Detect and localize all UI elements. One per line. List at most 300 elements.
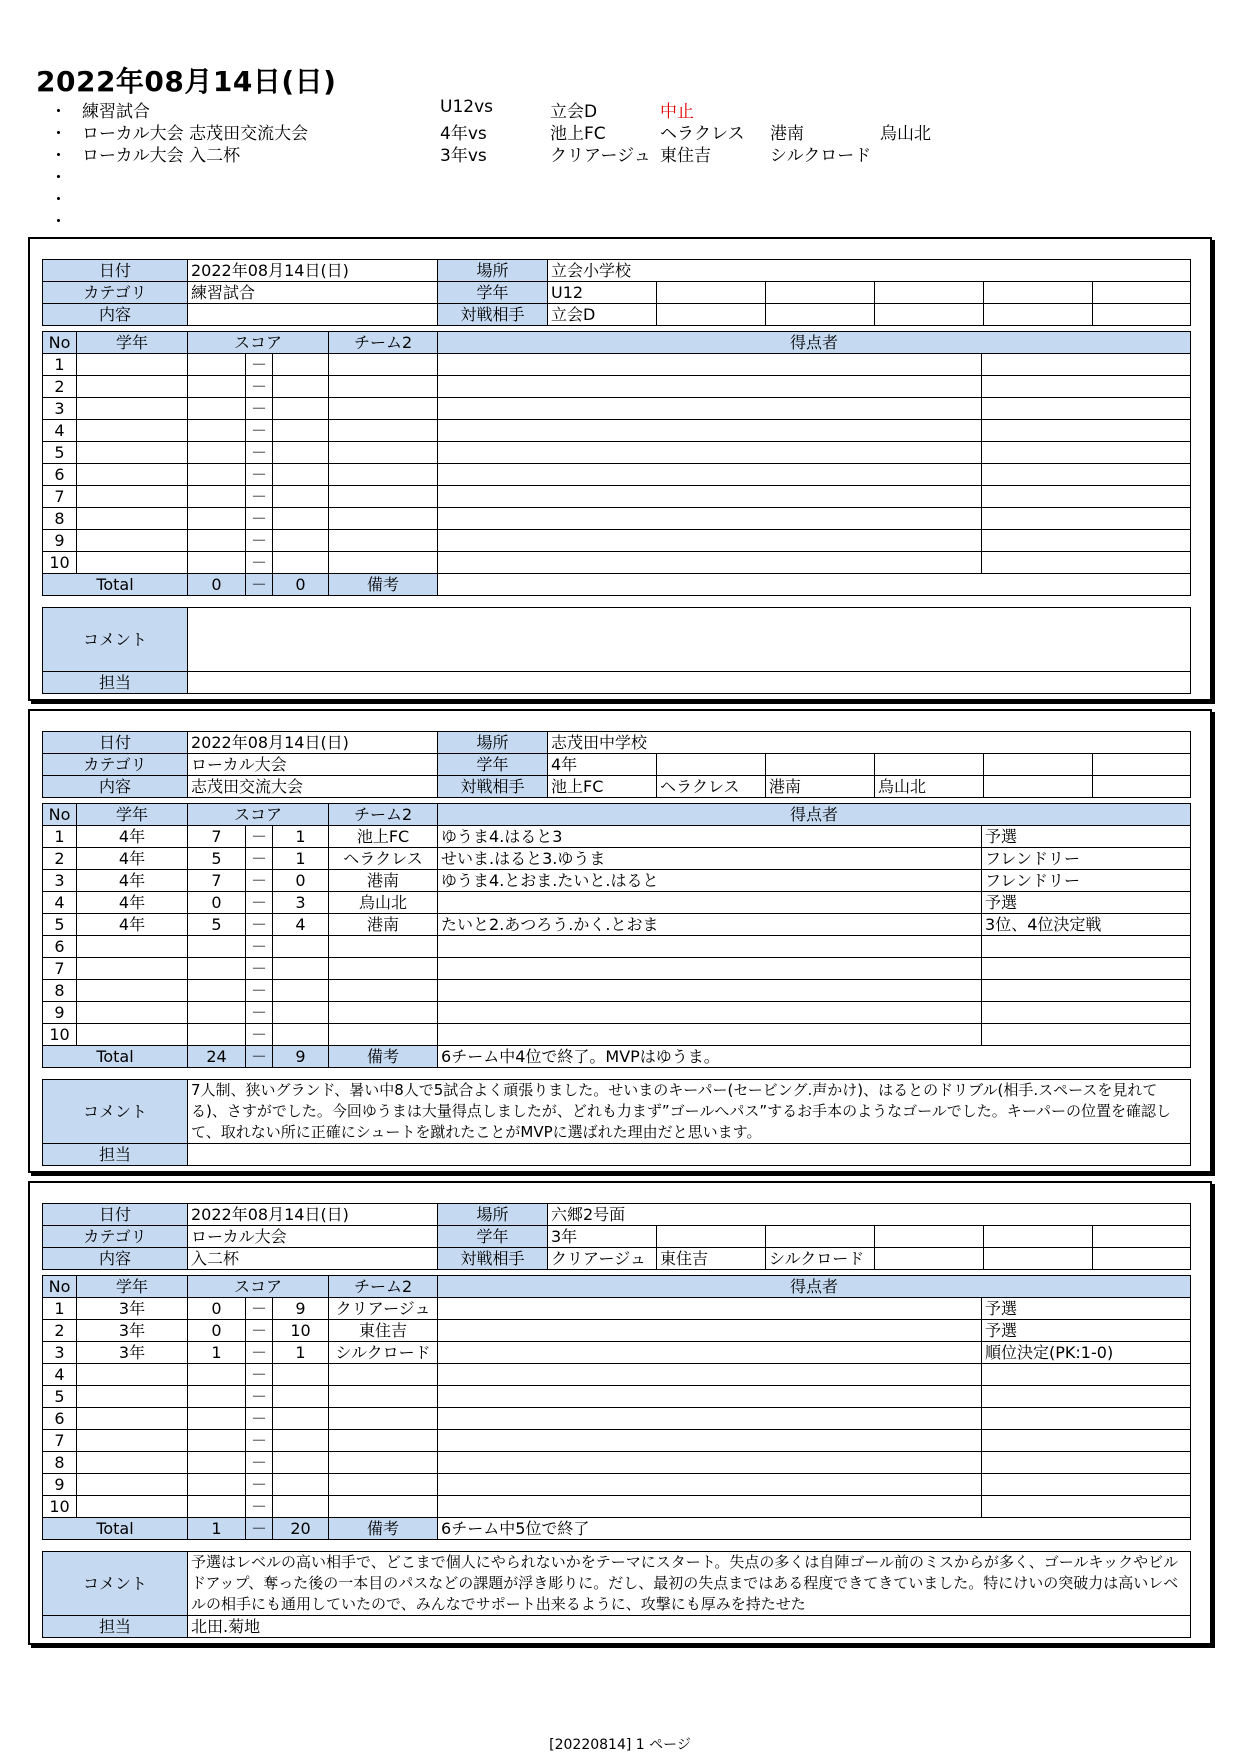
header-team2: チーム2 (329, 332, 438, 354)
date-label: 日付 (43, 1204, 188, 1226)
row-team2 (329, 1408, 438, 1430)
total-own: 1 (188, 1518, 246, 1540)
row-grade (77, 1408, 188, 1430)
total-dash: － (246, 1518, 273, 1540)
summary-category: 練習試合 (82, 102, 150, 122)
table-row (43, 1002, 1191, 1024)
row-team2: 港南 (329, 914, 438, 936)
score-dash: － (246, 1298, 273, 1320)
table-row (43, 486, 1191, 508)
row-scorers (438, 1024, 982, 1046)
opponent-value (657, 304, 766, 326)
opponent-value: 池上FC (548, 776, 657, 798)
staff-label: 担当 (43, 1616, 188, 1638)
grade-extra-cell (984, 754, 1093, 776)
opponent-value (766, 304, 875, 326)
comment-text: 7人制、狭いグランド、暑い中8人で5試合よく頑張りました。せいまのキーパー(セービング.声かけ)、はるとのドリブル(相手.スペースを見れてる)、さすがでした。今回ゆうまは大量得点しましたが、どれも力まず”ゴールへパス”するお手本のようなゴールでした。キーパーの位置を確認して、取れない所に正確にシュートを蹴れたことがMVPに選ばれた理由だと思います。 (188, 1080, 1191, 1144)
score-dash: － (246, 980, 273, 1002)
opponent-extra-cell (1093, 1248, 1191, 1270)
content-value: 志茂田交流大会 (188, 776, 438, 798)
score-dash: － (246, 1452, 273, 1474)
row-grade: 4年 (77, 914, 188, 936)
row-no: 3 (43, 398, 77, 420)
grade-extra-cell (875, 282, 984, 304)
score-opponent (273, 420, 329, 442)
row-team2: ヘラクレス (329, 848, 438, 870)
row-note: 3位、4位決定戦 (982, 914, 1191, 936)
match-record-3 (28, 1181, 1212, 1645)
score-opponent (273, 376, 329, 398)
place-value: 立会小学校 (548, 260, 1191, 282)
row-no: 3 (43, 870, 77, 892)
score-dash: － (246, 1474, 273, 1496)
row-grade: 3年 (77, 1320, 188, 1342)
grade-extra-cell (766, 754, 875, 776)
row-scorers (438, 508, 982, 530)
row-team2: 港南 (329, 870, 438, 892)
row-note: 予選 (982, 1298, 1191, 1320)
summary-status-cancelled: 中止 (660, 102, 694, 122)
content-value: 入二杯 (188, 1248, 438, 1270)
score-opponent (273, 442, 329, 464)
score-dash: － (246, 958, 273, 980)
grade-extra-cell (657, 754, 766, 776)
row-scorers (438, 1452, 982, 1474)
summary-grade: 4年vs (440, 124, 487, 144)
table-row (43, 848, 1191, 870)
staff-label: 担当 (43, 672, 188, 694)
row-scorers: せいま.はると3.ゆうま (438, 848, 982, 870)
score-dash: － (246, 1342, 273, 1364)
score-opponent (273, 464, 329, 486)
header-no: No (43, 1276, 77, 1298)
row-grade: 4年 (77, 892, 188, 914)
table-row (43, 980, 1191, 1002)
category-label: カテゴリ (43, 754, 188, 776)
opponent-label: 対戦相手 (438, 304, 548, 326)
row-note (982, 464, 1191, 486)
score-dash: － (246, 1320, 273, 1342)
row-note (982, 1474, 1191, 1496)
row-scorers (438, 980, 982, 1002)
grade-label: 学年 (438, 754, 548, 776)
place-value: 志茂田中学校 (548, 732, 1191, 754)
row-scorers (438, 1496, 982, 1518)
score-opponent: 0 (273, 870, 329, 892)
row-scorers (438, 530, 982, 552)
score-dash: － (246, 530, 273, 552)
row-team2 (329, 1430, 438, 1452)
grade-extra-cell (766, 282, 875, 304)
row-no: 6 (43, 936, 77, 958)
row-grade (77, 1474, 188, 1496)
table-row (43, 442, 1191, 464)
score-opponent: 1 (273, 1342, 329, 1364)
score-opponent (273, 958, 329, 980)
opponent-value (875, 1248, 984, 1270)
score-dash: － (246, 486, 273, 508)
score-dash: － (246, 552, 273, 574)
row-scorers (438, 1386, 982, 1408)
total-row (43, 1046, 1191, 1068)
row-no: 7 (43, 1430, 77, 1452)
opponent-value: 烏山北 (875, 776, 984, 798)
row-grade (77, 936, 188, 958)
table-row (43, 1320, 1191, 1342)
row-no: 5 (43, 1386, 77, 1408)
score-opponent: 10 (273, 1320, 329, 1342)
row-grade (77, 1024, 188, 1046)
header-team2: チーム2 (329, 804, 438, 826)
score-own (188, 552, 246, 574)
row-team2 (329, 442, 438, 464)
score-own (188, 1024, 246, 1046)
content-label: 内容 (43, 304, 188, 326)
score-opponent (273, 1474, 329, 1496)
score-own: 1 (188, 1342, 246, 1364)
grade-extra-cell (766, 1226, 875, 1248)
match-record-1 (28, 237, 1212, 701)
table-row (43, 1408, 1191, 1430)
page-title: 2022年08月14日(日) (36, 65, 337, 98)
row-grade (77, 486, 188, 508)
score-dash: － (246, 442, 273, 464)
summary-grade: 3年vs (440, 146, 487, 166)
comment-table (42, 1551, 1191, 1638)
score-own (188, 958, 246, 980)
date-label: 日付 (43, 732, 188, 754)
table-row (43, 354, 1191, 376)
score-own (188, 464, 246, 486)
bullet: ・ (50, 124, 67, 144)
row-no: 8 (43, 508, 77, 530)
comment-label: コメント (43, 1080, 188, 1144)
grade-extra-cell (984, 1226, 1093, 1248)
header-no: No (43, 332, 77, 354)
grade-extra-cell (984, 282, 1093, 304)
row-team2 (329, 1364, 438, 1386)
match-info-table (42, 731, 1191, 798)
place-value: 六郷2号面 (548, 1204, 1191, 1226)
opponent-label: 対戦相手 (438, 1248, 548, 1270)
row-no: 4 (43, 420, 77, 442)
score-opponent (273, 552, 329, 574)
opponent-extra-cell (1093, 776, 1191, 798)
row-no: 2 (43, 1320, 77, 1342)
opponent-value (984, 1248, 1093, 1270)
row-grade (77, 354, 188, 376)
table-row (43, 1386, 1191, 1408)
row-no: 5 (43, 914, 77, 936)
grade-extra-cell (1093, 754, 1191, 776)
summary-opponent: 池上FC (550, 124, 606, 144)
score-dash: － (246, 508, 273, 530)
row-note (982, 1408, 1191, 1430)
row-note: 予選 (982, 892, 1191, 914)
bullet: ・ (50, 190, 67, 210)
score-dash: － (246, 1496, 273, 1518)
summary-opponent: 烏山北 (880, 124, 931, 144)
opponent-value: 立会D (548, 304, 657, 326)
table-row (43, 552, 1191, 574)
opponent-label: 対戦相手 (438, 776, 548, 798)
score-opponent: 1 (273, 826, 329, 848)
score-dash: － (246, 464, 273, 486)
row-no: 1 (43, 826, 77, 848)
row-scorers: ゆうま4.はると3 (438, 826, 982, 848)
row-scorers (438, 1430, 982, 1452)
row-note (982, 442, 1191, 464)
total-label: Total (43, 1518, 188, 1540)
summary-opponent: 東住吉 (660, 146, 711, 166)
score-own (188, 1408, 246, 1430)
row-no: 1 (43, 1298, 77, 1320)
score-dash: － (246, 420, 273, 442)
score-dash: － (246, 1002, 273, 1024)
row-scorers: ゆうま4.とおま.たいと.はると (438, 870, 982, 892)
row-grade (77, 530, 188, 552)
row-team2 (329, 508, 438, 530)
row-grade (77, 464, 188, 486)
header-team2: チーム2 (329, 1276, 438, 1298)
row-team2: シルクロード (329, 1342, 438, 1364)
row-scorers: たいと2.あつろう.かく.とおま (438, 914, 982, 936)
score-own (188, 1474, 246, 1496)
row-scorers (438, 1364, 982, 1386)
score-own (188, 376, 246, 398)
grade-value: 4年 (548, 754, 657, 776)
score-opponent (273, 1496, 329, 1518)
score-own: 5 (188, 914, 246, 936)
total-dash: － (246, 1046, 273, 1068)
row-grade (77, 420, 188, 442)
grade-extra-cell (657, 1226, 766, 1248)
row-scorers (438, 1474, 982, 1496)
total-row (43, 1518, 1191, 1540)
row-scorers (438, 1408, 982, 1430)
header-score: スコア (188, 804, 329, 826)
score-dash: － (246, 1408, 273, 1430)
date-value: 2022年08月14日(日) (188, 732, 438, 754)
row-team2 (329, 958, 438, 980)
row-team2 (329, 464, 438, 486)
comment-table (42, 607, 1191, 694)
table-row (43, 1364, 1191, 1386)
table-row (43, 892, 1191, 914)
staff-value (188, 672, 1191, 694)
row-note: 順位決定(PK:1-0) (982, 1342, 1191, 1364)
score-opponent (273, 486, 329, 508)
header-scorers: 得点者 (438, 804, 1191, 826)
header-grade: 学年 (77, 332, 188, 354)
table-row (43, 1452, 1191, 1474)
score-dash: － (246, 936, 273, 958)
score-own: 0 (188, 892, 246, 914)
remarks-label: 備考 (329, 574, 438, 596)
row-note (982, 376, 1191, 398)
score-dash: － (246, 870, 273, 892)
score-dash: － (246, 826, 273, 848)
grade-extra-cell (657, 282, 766, 304)
row-note (982, 354, 1191, 376)
row-note (982, 486, 1191, 508)
match-info-table (42, 259, 1191, 326)
score-opponent (273, 1430, 329, 1452)
row-no: 5 (43, 442, 77, 464)
match-record-2 (28, 709, 1212, 1173)
table-row (43, 870, 1191, 892)
row-no: 1 (43, 354, 77, 376)
row-team2: 池上FC (329, 826, 438, 848)
row-note (982, 1496, 1191, 1518)
score-opponent (273, 1364, 329, 1386)
table-row (43, 826, 1191, 848)
row-no: 9 (43, 1002, 77, 1024)
row-no: 4 (43, 892, 77, 914)
category-label: カテゴリ (43, 282, 188, 304)
score-opponent: 9 (273, 1298, 329, 1320)
row-team2 (329, 936, 438, 958)
row-grade (77, 980, 188, 1002)
remarks-label: 備考 (329, 1046, 438, 1068)
row-grade (77, 1452, 188, 1474)
row-no: 2 (43, 376, 77, 398)
opponent-value: クリアージュ (548, 1248, 657, 1270)
row-grade (77, 1364, 188, 1386)
comment-table (42, 1079, 1191, 1166)
table-row (43, 530, 1191, 552)
row-note (982, 530, 1191, 552)
row-no: 10 (43, 1024, 77, 1046)
opponent-value (984, 776, 1093, 798)
total-opponent: 9 (273, 1046, 329, 1068)
score-own (188, 442, 246, 464)
summary-opponent: ヘラクレス (660, 124, 745, 144)
row-no: 6 (43, 464, 77, 486)
score-own: 5 (188, 848, 246, 870)
opponent-value (875, 304, 984, 326)
grade-value: U12 (548, 282, 657, 304)
score-dash: － (246, 376, 273, 398)
row-note (982, 1430, 1191, 1452)
summary-category: ローカル大会 志茂田交流大会 (82, 124, 309, 144)
score-own (188, 508, 246, 530)
row-grade (77, 508, 188, 530)
row-grade (77, 1386, 188, 1408)
score-opponent (273, 354, 329, 376)
score-own (188, 980, 246, 1002)
row-note (982, 508, 1191, 530)
header-scorers: 得点者 (438, 332, 1191, 354)
row-grade: 4年 (77, 826, 188, 848)
category-value: ローカル大会 (188, 1226, 438, 1248)
content-value (188, 304, 438, 326)
row-no: 10 (43, 552, 77, 574)
score-own: 0 (188, 1320, 246, 1342)
row-grade (77, 376, 188, 398)
bullet: ・ (50, 168, 67, 188)
score-dash: － (246, 354, 273, 376)
content-label: 内容 (43, 1248, 188, 1270)
comment-text: 予選はレベルの高い相手で、どこまで個人にやられないかをテーマにスタート。失点の多くは自陣ゴール前のミスからが多く、ゴールキックやビルドアップ、奪った後の一本目のパスなどの課題が浮き彫りに。だし、最初の失点まではある程度できてきていました。特にけいの突破力は高いレベルの相手にも通用していたので、みんなでサポート出来るように、攻撃にも厚みを持たせた (188, 1552, 1191, 1616)
score-opponent: 3 (273, 892, 329, 914)
score-dash: － (246, 848, 273, 870)
score-opponent (273, 980, 329, 1002)
grade-label: 学年 (438, 1226, 548, 1248)
table-row (43, 1024, 1191, 1046)
row-team2 (329, 1474, 438, 1496)
row-note (982, 1386, 1191, 1408)
row-note (982, 552, 1191, 574)
row-team2 (329, 376, 438, 398)
row-scorers (438, 1002, 982, 1024)
row-no: 8 (43, 980, 77, 1002)
row-team2 (329, 354, 438, 376)
row-scorers (438, 958, 982, 980)
date-value: 2022年08月14日(日) (188, 1204, 438, 1226)
category-value: 練習試合 (188, 282, 438, 304)
header-grade: 学年 (77, 804, 188, 826)
row-scorers (438, 420, 982, 442)
row-team2 (329, 1002, 438, 1024)
score-own: 0 (188, 1298, 246, 1320)
score-own (188, 1452, 246, 1474)
row-grade (77, 1002, 188, 1024)
score-opponent: 4 (273, 914, 329, 936)
score-own: 7 (188, 826, 246, 848)
header-scorers: 得点者 (438, 1276, 1191, 1298)
page-footer: [20220814] 1 ページ (549, 1737, 691, 1753)
score-own (188, 420, 246, 442)
content-label: 内容 (43, 776, 188, 798)
results-table (42, 1275, 1191, 1540)
score-dash: － (246, 1430, 273, 1452)
row-note (982, 1002, 1191, 1024)
staff-value: 北田.菊地 (188, 1616, 1191, 1638)
row-note (982, 936, 1191, 958)
score-dash: － (246, 914, 273, 936)
score-own: 7 (188, 870, 246, 892)
score-opponent (273, 1408, 329, 1430)
staff-label: 担当 (43, 1144, 188, 1166)
summary-opponent: 港南 (770, 124, 804, 144)
score-dash: － (246, 892, 273, 914)
row-grade (77, 552, 188, 574)
row-note (982, 958, 1191, 980)
opponent-value: シルクロード (766, 1248, 875, 1270)
opponent-value (984, 304, 1093, 326)
results-table (42, 331, 1191, 596)
row-no: 3 (43, 1342, 77, 1364)
score-own (188, 1430, 246, 1452)
summary-opponent: 立会D (550, 102, 598, 122)
bullet: ・ (50, 102, 67, 122)
row-scorers (438, 1298, 982, 1320)
row-team2: クリアージュ (329, 1298, 438, 1320)
opponent-value: 東住吉 (657, 1248, 766, 1270)
row-note (982, 1024, 1191, 1046)
place-label: 場所 (438, 1204, 548, 1226)
score-dash: － (246, 1024, 273, 1046)
header-grade: 学年 (77, 1276, 188, 1298)
row-no: 8 (43, 1452, 77, 1474)
grade-extra-cell (1093, 282, 1191, 304)
row-scorers (438, 464, 982, 486)
header-score: スコア (188, 332, 329, 354)
bullet: ・ (50, 146, 67, 166)
row-no: 6 (43, 1408, 77, 1430)
row-note (982, 1364, 1191, 1386)
